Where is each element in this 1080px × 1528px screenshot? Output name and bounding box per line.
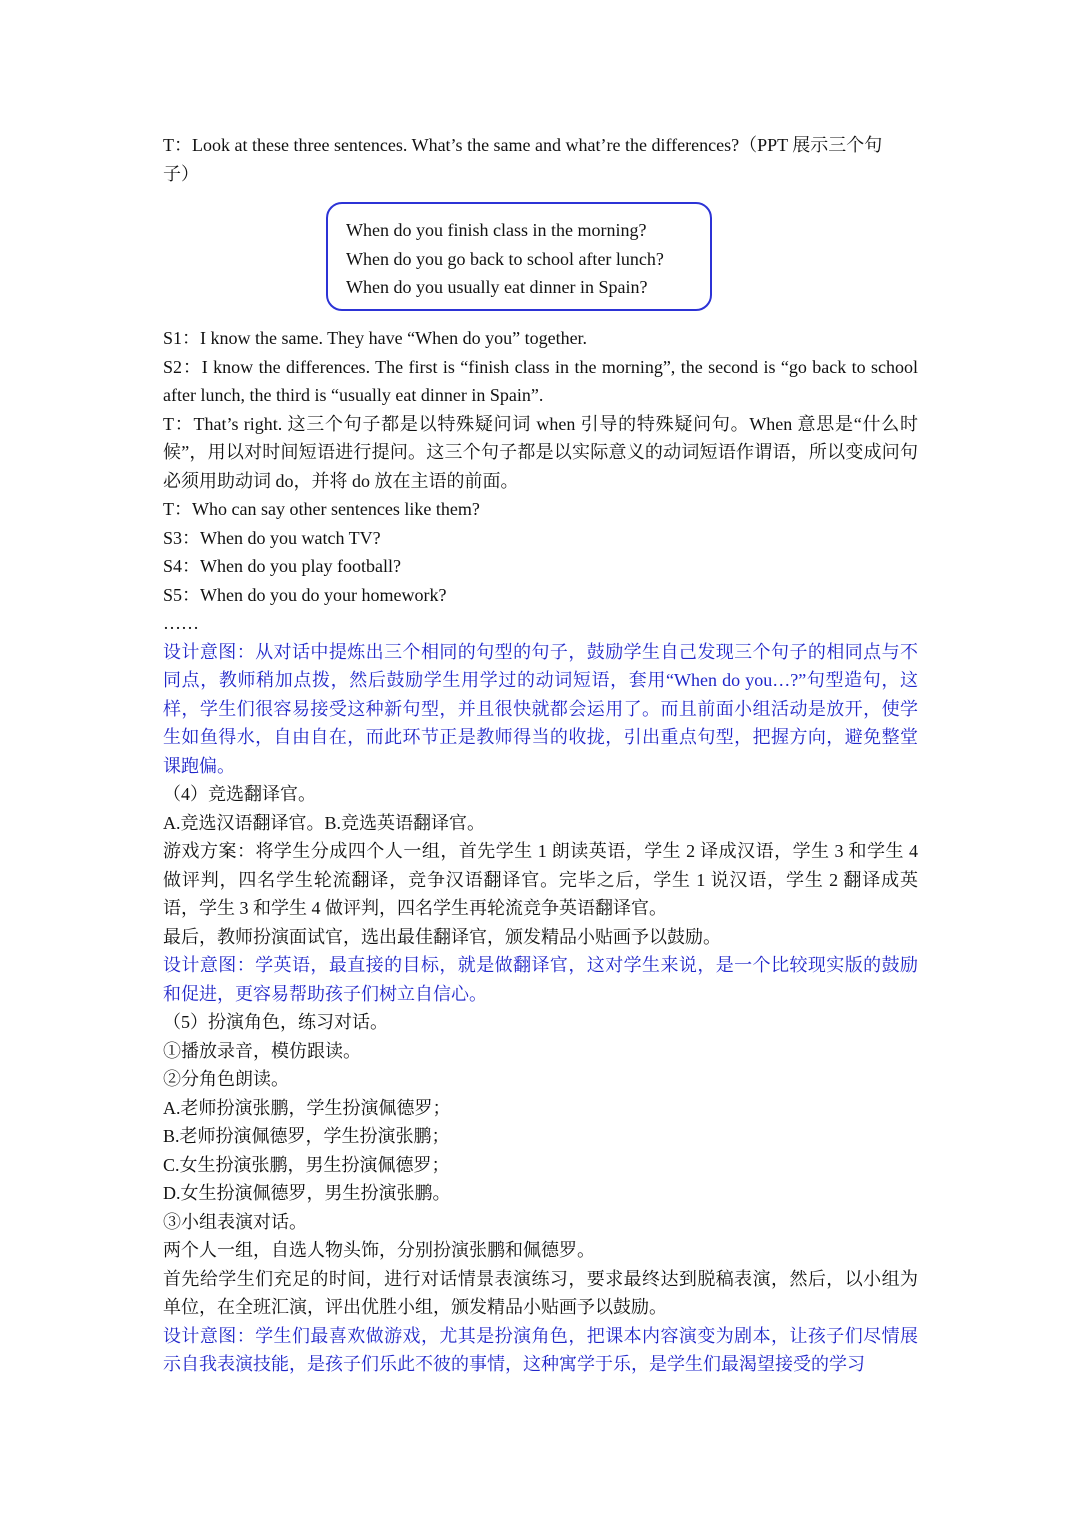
dialog-s3: S3：When do you watch TV?: [163, 527, 381, 548]
dialog-teacher-explanation: T：That’s right. 这三个句子都是以特殊疑问词 when 引导的特殊疑问句。When 意思是“什么时候”，用以对时间短语进行提问。这三个句子都是以实际意义的动词短语作谓语，所以变成问句必须用助动词 do，并将 do 放在主语的前面。: [163, 413, 918, 491]
section-4-final: 最后，教师扮演面试官，选出最佳翻译官，颁发精品小贴画予以鼓励。: [163, 926, 721, 947]
design-intent-2: 设计意图：学英语，最直接的目标，就是做翻译官，这对学生来说，是一个比较现实版的鼓励和促进，更容易帮助孩子们树立自信心。: [163, 955, 918, 1004]
dialog-s1: S1：I know the same. They have “When do you” together.: [163, 328, 588, 348]
section-5-item-5: C.女生扮演张鹏，男生扮演佩德罗；: [163, 1154, 450, 1175]
section-5-item-1: ①播放录音，模仿跟读。: [163, 1040, 361, 1061]
section-5-item-2: ②分角色朗读。: [163, 1069, 289, 1089]
dialog-teacher-prompt: T：Who can say other sentences like them?: [163, 499, 480, 519]
teacher-question-line-1: T：Look at these three sentences. What’s the same and what’re the differences?（PPT 展示三个句: [163, 135, 883, 155]
teacher-question-line-2: 子）: [163, 163, 199, 184]
section-5-item-3: A.老师扮演张鹏，学生扮演佩德罗；: [163, 1097, 451, 1118]
example-sentence-2: When do you go back to school after lunch?: [346, 248, 664, 269]
section-5-item-4: B.老师扮演佩德罗，学生扮演张鹏；: [163, 1126, 450, 1146]
section-5-item-7: ③小组表演对话。: [163, 1211, 307, 1232]
section-5-title: （5）扮演角色，练习对话。: [163, 1012, 388, 1032]
section-4-title: （4）竞选翻译官。: [163, 784, 316, 804]
design-intent-1: 设计意图：从对话中提炼出三个相同的句型的句子，鼓励学生自己发现三个句子的相同点与不同点，教师稍加点拨，然后鼓励学生用学过的动词短语，套用“When do you…?”句型造句，这样，学生们很容易接受这种新句型，并且很快就都会运用了。而且前面小组活动是放开，使学生如鱼得水，自由自在，而此环节正是教师得当的收拢，引出重点句型，把握方向，避免整堂课跑偏。: [163, 641, 918, 776]
dialog-s5: S5：When do you do your homework?: [163, 584, 447, 605]
section-4-options: A.竞选汉语翻译官。B.竞选英语翻译官。: [163, 812, 486, 833]
section-5-practice: 首先给学生们充足的时间，进行对话情景表演练习，要求最终达到脱稿表演，然后，以小组为单位，在全班汇演，评出优胜小组，颁发精品小贴画予以鼓励。: [163, 1268, 918, 1317]
example-sentence-1: When do you finish class in the morning?: [346, 220, 647, 240]
section-5-item-6: D.女生扮演佩德罗，男生扮演张鹏。: [163, 1183, 451, 1203]
design-intent-3: 设计意图：学生们最喜欢做游戏，尤其是扮演角色，把课本内容演变为剧本，让孩子们尽情展示自我表演技能，是孩子们乐此不彼的事情，这种寓学于乐，是学生们最渴望接受的学习: [163, 1325, 918, 1374]
dialog-s4: S4：When do you play football?: [163, 556, 401, 576]
example-sentences-box: [326, 202, 712, 311]
dialog-s2: S2：I know the differences. The first is “finish class in the morning”, the second is “go back to school after lunch, the third is “usually eat dinner in Spain”.: [163, 356, 918, 405]
dialog-ellipsis: ……: [163, 613, 199, 633]
document-page: [163, 131, 918, 1379]
example-sentence-3: When do you usually eat dinner in Spain?: [346, 277, 648, 297]
section-4-plan: 游戏方案：将学生分成四个人一组，首先学生 1 朗读英语，学生 2 译成汉语，学生 3 和学生 4 做评判，四名学生轮流翻译，竞争汉语翻译官。完毕之后，学生 1 说汉语，学生 2 翻译成英语，学生 3 和学生 4 做评判，四名学生再轮流竞争英语翻译官。: [163, 841, 918, 918]
section-5-item-8: 两个人一组，自选人物头饰，分别扮演张鹏和佩德罗。: [163, 1240, 595, 1260]
